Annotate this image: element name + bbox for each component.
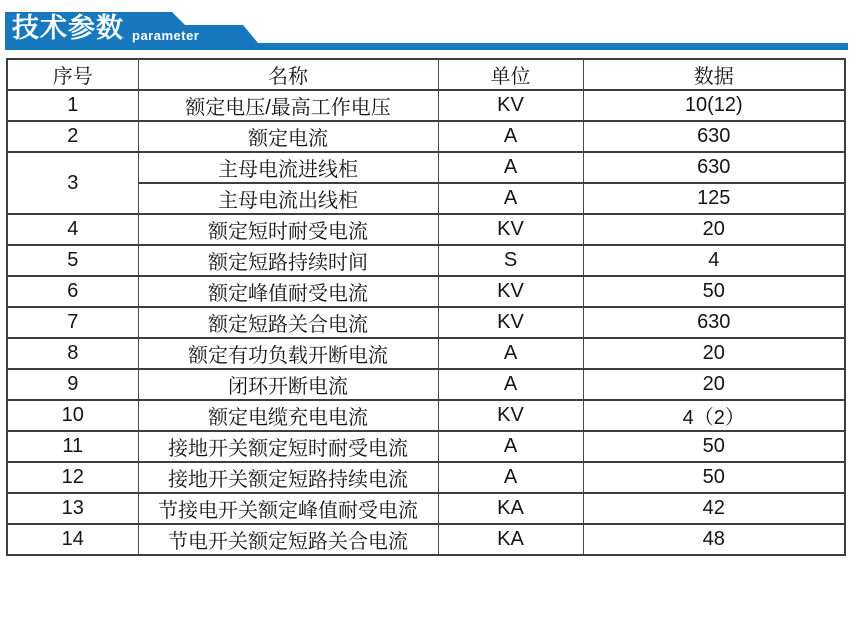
- table-row: [7, 276, 845, 307]
- unit-cell: KV: [438, 400, 583, 431]
- name-cell: 主母电流进线柜: [138, 152, 438, 183]
- table-row: [7, 245, 845, 276]
- row-number-cell: 12: [7, 462, 138, 493]
- name-cell: 接地开关额定短时耐受电流: [138, 431, 438, 462]
- row-number-cell: 9: [7, 369, 138, 400]
- unit-cell: KV: [438, 276, 583, 307]
- name-cell: 节接电开关额定峰值耐受电流: [138, 493, 438, 524]
- value-cell: 20: [583, 214, 845, 245]
- unit-cell: KA: [438, 524, 583, 555]
- unit-cell: KV: [438, 214, 583, 245]
- unit-cell: S: [438, 245, 583, 276]
- unit-cell: A: [438, 369, 583, 400]
- table-row: [7, 462, 845, 493]
- name-cell: 额定有功负载开断电流: [138, 338, 438, 369]
- row-number-cell: 2: [7, 121, 138, 152]
- name-cell: 闭环开断电流: [138, 369, 438, 400]
- row-number-cell: 7: [7, 307, 138, 338]
- table-row: [7, 493, 845, 524]
- name-cell: 额定短路持续时间: [138, 245, 438, 276]
- value-cell: 20: [583, 338, 845, 369]
- value-cell: 630: [583, 121, 845, 152]
- unit-cell: A: [438, 338, 583, 369]
- table-row: [7, 90, 845, 121]
- table-row: [7, 369, 845, 400]
- name-cell: 额定电流: [138, 121, 438, 152]
- parameters-table-body: [7, 90, 845, 555]
- name-cell: 额定电压/最高工作电压: [138, 90, 438, 121]
- value-cell: 42: [583, 493, 845, 524]
- section-header-banner: [0, 0, 850, 56]
- header-cell-value: 数据: [583, 59, 845, 90]
- name-cell: 额定短路关合电流: [138, 307, 438, 338]
- name-cell: 接地开关额定短路持续电流: [138, 462, 438, 493]
- header-cell-no: 序号: [7, 59, 138, 90]
- row-number-cell: 14: [7, 524, 138, 555]
- value-cell: 50: [583, 462, 845, 493]
- table-row: [7, 400, 845, 431]
- name-cell: 主母电流出线柜: [138, 183, 438, 214]
- row-number-cell: 13: [7, 493, 138, 524]
- unit-cell: KV: [438, 307, 583, 338]
- table-row: [7, 121, 845, 152]
- value-cell: 630: [583, 152, 845, 183]
- unit-cell: A: [438, 121, 583, 152]
- unit-cell: KA: [438, 493, 583, 524]
- name-cell: 额定电缆充电电流: [138, 400, 438, 431]
- name-cell: 节电开关额定短路关合电流: [138, 524, 438, 555]
- unit-cell: A: [438, 183, 583, 214]
- value-cell: 50: [583, 276, 845, 307]
- parameters-table: [6, 58, 846, 556]
- row-number-cell: 3: [7, 152, 138, 214]
- value-cell: 50: [583, 431, 845, 462]
- value-cell: 125: [583, 183, 845, 214]
- value-cell: 4: [583, 245, 845, 276]
- table-row: [7, 152, 845, 183]
- row-number-cell: 4: [7, 214, 138, 245]
- table-row: [7, 214, 845, 245]
- value-cell: 630: [583, 307, 845, 338]
- row-number-cell: 11: [7, 431, 138, 462]
- table-header-row: [7, 59, 845, 90]
- header-cell-unit: 单位: [438, 59, 583, 90]
- unit-cell: KV: [438, 90, 583, 121]
- row-number-cell: 8: [7, 338, 138, 369]
- table-row: [7, 307, 845, 338]
- header-cell-name: 名称: [138, 59, 438, 90]
- table-row: [7, 338, 845, 369]
- table-row: [7, 431, 845, 462]
- unit-cell: A: [438, 152, 583, 183]
- row-number-cell: 10: [7, 400, 138, 431]
- value-cell: 4（2）: [583, 400, 845, 431]
- row-number-cell: 6: [7, 276, 138, 307]
- name-cell: 额定短时耐受电流: [138, 214, 438, 245]
- table-row: [7, 524, 845, 555]
- row-number-cell: 1: [7, 90, 138, 121]
- value-cell: 20: [583, 369, 845, 400]
- row-number-cell: 5: [7, 245, 138, 276]
- unit-cell: A: [438, 462, 583, 493]
- banner-title: 技术参数: [12, 13, 124, 43]
- value-cell: 10(12): [583, 90, 845, 121]
- value-cell: 48: [583, 524, 845, 555]
- banner-subtitle: parameter: [132, 28, 200, 43]
- banner-shape: [0, 0, 850, 56]
- unit-cell: A: [438, 431, 583, 462]
- name-cell: 额定峰值耐受电流: [138, 276, 438, 307]
